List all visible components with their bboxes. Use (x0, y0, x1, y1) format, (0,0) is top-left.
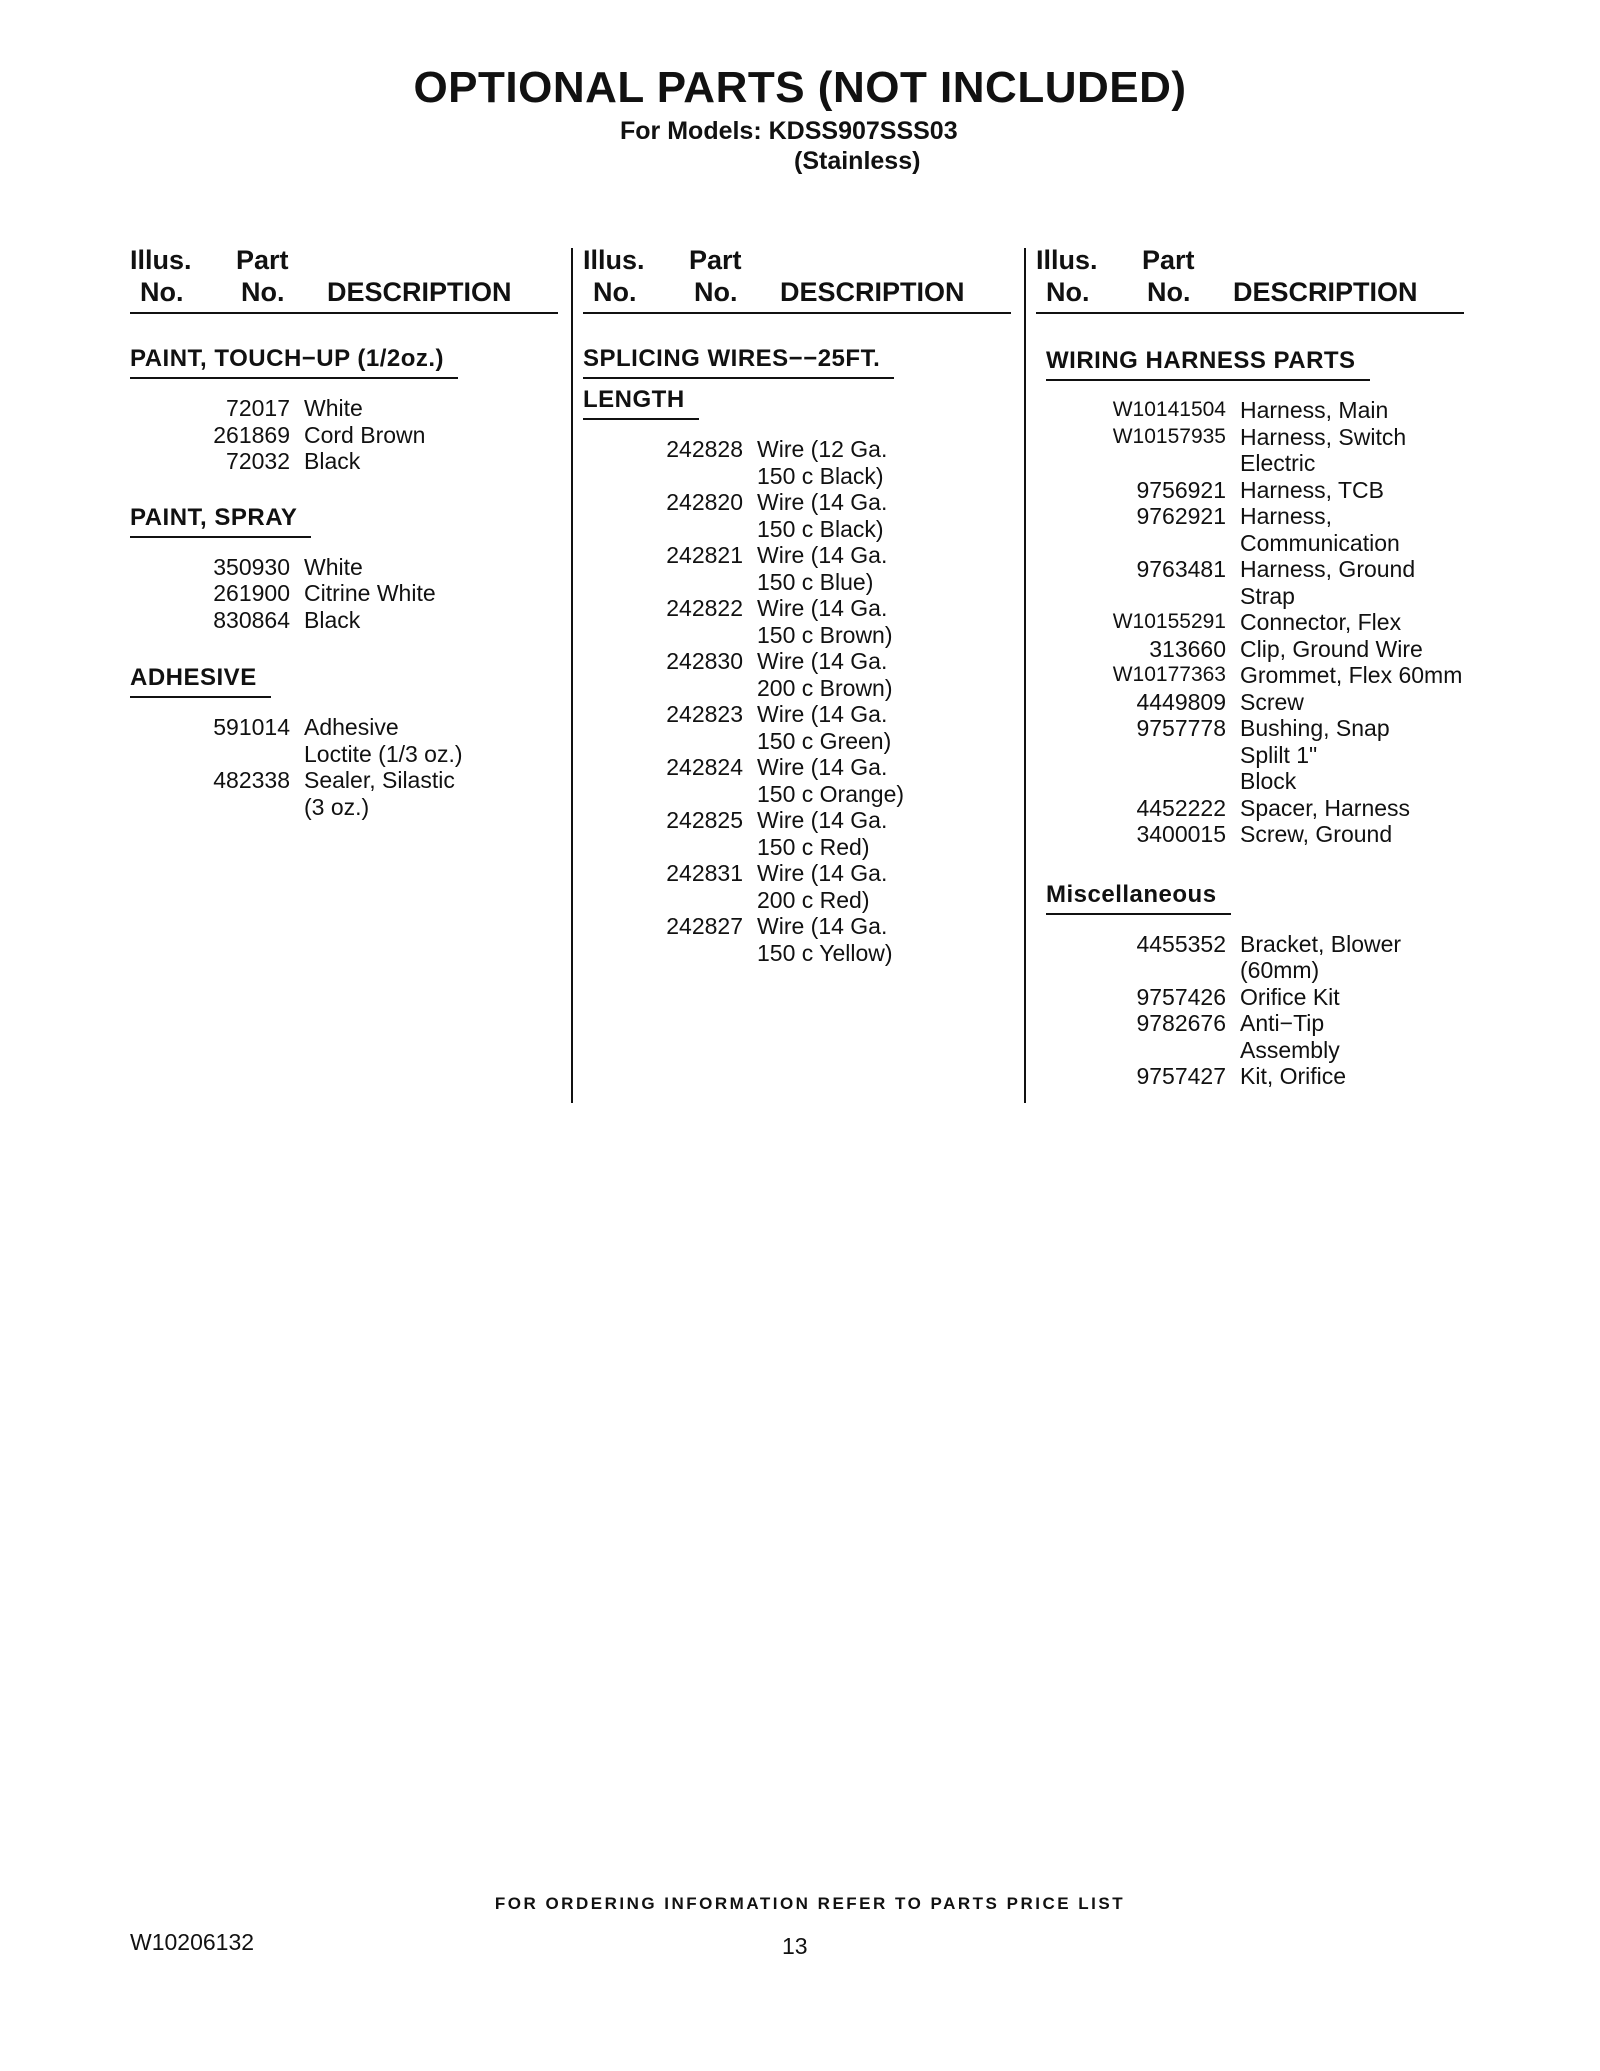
part-number: W10177363 (1112, 663, 1226, 686)
part-number: 242831 (666, 860, 743, 886)
part-row (1036, 556, 1476, 609)
part-description: Bracket, Blower (60mm) (1240, 930, 1402, 983)
part-row (1036, 424, 1476, 477)
part-row (583, 436, 1023, 489)
part-row (1036, 662, 1476, 689)
part-row (1036, 636, 1476, 663)
part-number: 72017 (226, 395, 290, 421)
header-part: Part (689, 245, 742, 275)
finish-line: (Stainless) (794, 147, 921, 175)
parts-section (130, 344, 570, 475)
part-description: Adhesive Loctite (1/3 oz.) (304, 714, 463, 767)
column-header (130, 244, 558, 314)
part-row (1036, 715, 1476, 795)
part-number: 9757426 (1136, 983, 1226, 1010)
header-illus: Illus. (1036, 245, 1098, 275)
part-number: 4449809 (1136, 688, 1226, 715)
part-number: 4452222 (1136, 794, 1226, 821)
part-description: Cord Brown (304, 421, 426, 448)
column-header (1036, 244, 1464, 314)
part-description: Wire (14 Ga. 150 c Yellow) (757, 913, 893, 966)
part-number: 591014 (213, 714, 290, 740)
section-heading: PAINT, TOUCH−UP (1/2oz.) (130, 344, 458, 379)
model-line: For Models: KDSS907SSS03 (620, 117, 958, 145)
part-row (130, 767, 570, 820)
part-row (583, 542, 1023, 595)
part-row (130, 580, 570, 607)
part-description: Wire (14 Ga. 150 c Green) (757, 701, 892, 754)
document-number: W10206132 (130, 1929, 255, 1955)
ordering-note: FOR ORDERING INFORMATION REFER TO PARTS PRICE LIST (494, 1894, 1126, 1913)
part-number: 242825 (666, 807, 743, 833)
page-number: 13 (782, 1933, 808, 1959)
part-number: 313660 (1149, 635, 1226, 662)
part-description: Harness, Main (1240, 397, 1389, 423)
part-number: 242824 (666, 754, 743, 780)
part-description: Wire (12 Ga. 150 c Black) (757, 436, 888, 489)
part-row (130, 714, 570, 767)
part-row (1036, 984, 1476, 1011)
part-row (1036, 689, 1476, 716)
part-row (1036, 477, 1476, 504)
part-number: W10155291 (1112, 610, 1226, 633)
part-description: Orifice Kit (1240, 983, 1340, 1010)
parts-section (130, 663, 570, 820)
part-description: Black (304, 448, 361, 474)
parts-column-2 (583, 244, 1023, 966)
part-row (1036, 821, 1476, 848)
part-row (1036, 503, 1476, 556)
section-heading-continued: LENGTH (583, 385, 699, 420)
part-description: Harness, Communication (1240, 503, 1400, 556)
part-number: 242828 (666, 436, 743, 462)
part-row (1036, 609, 1476, 636)
part-number: 242827 (666, 913, 743, 939)
part-row (583, 701, 1023, 754)
column-divider (1024, 248, 1026, 1103)
part-description: Bushing, Snap Splilt 1" Block (1240, 715, 1390, 794)
part-row (130, 607, 570, 634)
part-description: Sealer, Silastic (3 oz.) (304, 767, 455, 820)
part-row (130, 448, 570, 475)
part-row (130, 554, 570, 581)
column-divider (571, 248, 573, 1103)
part-description: Wire (14 Ga. 150 c Brown) (757, 595, 893, 648)
part-description: Wire (14 Ga. 150 c Blue) (757, 542, 888, 595)
part-number: 242820 (666, 489, 743, 515)
part-description: Wire (14 Ga. 200 c Brown) (757, 648, 893, 701)
part-row (130, 422, 570, 449)
part-description: White (304, 553, 363, 580)
part-description: Spacer, Harness (1240, 794, 1411, 821)
part-description: Wire (14 Ga. 150 c Red) (757, 807, 888, 860)
part-description: Screw (1240, 688, 1304, 715)
header-illus-no: No. (140, 277, 184, 307)
header-illus-no: No. (1046, 277, 1090, 307)
part-description: Kit, Orifice (1240, 1063, 1347, 1089)
part-number: W10141504 (1112, 398, 1226, 421)
part-number: 9756921 (1136, 476, 1226, 503)
part-description: Wire (14 Ga. 150 c Black) (757, 489, 888, 542)
part-number: 9782676 (1136, 1010, 1226, 1036)
part-description: Connector, Flex (1240, 609, 1402, 635)
part-description: Anti−Tip Assembly (1240, 1010, 1340, 1063)
header-part: Part (236, 245, 289, 275)
header-part-no: No. (241, 277, 285, 307)
parts-column-1 (130, 244, 570, 820)
part-number: 242830 (666, 648, 743, 674)
parts-section (1036, 880, 1476, 1090)
part-number: 482338 (213, 767, 290, 793)
part-number: 242822 (666, 595, 743, 621)
page-title: OPTIONAL PARTS (NOT INCLUDED) (413, 63, 1187, 112)
part-number: 9763481 (1136, 556, 1226, 582)
part-description: Wire (14 Ga. 200 c Red) (757, 860, 888, 913)
part-number: 72032 (226, 448, 290, 474)
part-description: Grommet, Flex 60mm (1240, 662, 1463, 688)
part-number: 261869 (213, 421, 290, 448)
part-description: Screw, Ground (1240, 821, 1393, 847)
part-row (583, 595, 1023, 648)
part-row (583, 648, 1023, 701)
part-number: 9762921 (1136, 503, 1226, 529)
part-row (583, 807, 1023, 860)
section-heading: Miscellaneous (1046, 880, 1231, 915)
parts-section (1036, 346, 1476, 848)
part-number: 3400015 (1136, 821, 1226, 847)
part-row (1036, 397, 1476, 424)
column-header (583, 244, 1011, 314)
part-number: 9757778 (1136, 715, 1226, 741)
part-number: 242823 (666, 701, 743, 727)
header-illus: Illus. (583, 245, 645, 275)
part-number: 261900 (213, 580, 290, 606)
part-number: 4455352 (1136, 930, 1226, 957)
section-heading: SPLICING WIRES−−25FT. (583, 344, 894, 379)
part-row (583, 754, 1023, 807)
part-number: 830864 (213, 606, 290, 633)
header-description: DESCRIPTION (1233, 277, 1418, 307)
section-heading: ADHESIVE (130, 663, 271, 698)
part-number: 9757427 (1136, 1063, 1226, 1089)
part-row (583, 860, 1023, 913)
parts-column-3 (1036, 244, 1476, 1090)
part-row (583, 489, 1023, 542)
part-number: W10157935 (1112, 424, 1226, 448)
part-description: Black (304, 606, 361, 633)
header-part-no: No. (1147, 277, 1191, 307)
part-description: Harness, TCB (1240, 476, 1385, 503)
header-part: Part (1142, 245, 1195, 275)
part-row (130, 395, 570, 422)
part-description: Citrine White (304, 580, 436, 606)
part-row (583, 913, 1023, 966)
model-subtitle (620, 116, 958, 176)
header-illus: Illus. (130, 245, 192, 275)
header-description: DESCRIPTION (327, 277, 512, 307)
part-number: 242821 (666, 542, 743, 568)
part-description: Clip, Ground Wire (1240, 635, 1423, 662)
section-heading: PAINT, SPRAY (130, 503, 311, 538)
header-illus-no: No. (593, 277, 637, 307)
parts-section (130, 503, 570, 634)
part-row (1036, 931, 1476, 984)
part-number: 350930 (213, 553, 290, 580)
part-row (1036, 1010, 1476, 1063)
part-row (1036, 795, 1476, 822)
part-description: Harness, Switch Electric (1240, 423, 1407, 476)
parts-section (583, 344, 1023, 966)
part-row (1036, 1063, 1476, 1090)
section-heading: WIRING HARNESS PARTS (1046, 346, 1370, 381)
header-part-no: No. (694, 277, 738, 307)
part-description: Harness, Ground Strap (1240, 556, 1416, 609)
part-description: Wire (14 Ga. 150 c Orange) (757, 754, 905, 807)
header-description: DESCRIPTION (780, 277, 965, 307)
part-description: White (304, 395, 363, 421)
